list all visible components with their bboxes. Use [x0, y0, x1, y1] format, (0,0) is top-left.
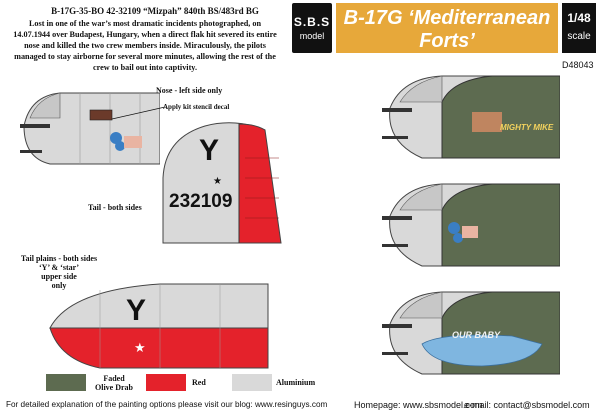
nose-left-profile: [20, 88, 160, 168]
product-code: D48043: [562, 60, 594, 70]
apply-kit-label: Apply kit stencil decal: [163, 103, 230, 111]
tail-fin: [155, 118, 285, 248]
stabilizer-star: ★: [134, 340, 146, 355]
scale-value: 1/48: [567, 11, 591, 25]
logo-line-2: model: [299, 31, 325, 41]
nose-art-bottom-text: OUR BABY: [452, 330, 501, 340]
legend-label-aluminium: Aluminium: [276, 378, 316, 387]
legend-swatch-olive-drab: [46, 374, 86, 391]
tail-star: ★: [213, 176, 222, 187]
scale-word: scale: [567, 31, 591, 42]
page-subtitle: US 15th Air Force in Italy: [386, 54, 508, 66]
scale-box: [562, 3, 596, 53]
stabilizer-letter: Y: [126, 294, 147, 327]
nose-profile-mighty-mike: [382, 72, 560, 164]
tail-letter: Y: [199, 134, 220, 167]
horizontal-stabilizer: [40, 280, 270, 370]
footer-blog-note: For detailed explanation of the painting options please visit our blog: www.resinguys.com: [6, 400, 328, 409]
footer-email: e-mail: contact@sbsmodel.com: [464, 400, 590, 410]
tail-plains-line-2: ‘Y’ & ‘star’: [39, 263, 79, 272]
nose-left-label: Nose - left side only: [156, 86, 223, 95]
nose-profile-our-baby: [382, 288, 560, 380]
legend-label-red: Red: [192, 378, 206, 387]
nose-art-top-text: MIGHTY MIKE: [500, 123, 554, 132]
legend-olive-line-2: Olive Drab: [95, 383, 133, 392]
nose-profile-plain: [382, 180, 560, 272]
tail-plains-label: [4, 254, 114, 290]
logo-line-1: S.B.S: [293, 15, 331, 29]
tail-plains-line-3: upper side: [41, 272, 77, 281]
legend-swatch-red: [146, 374, 186, 391]
legend-olive-line-1: Faded: [103, 374, 125, 383]
aircraft-headline: B-17G-35-BO 42-32109 “Mizpah” 840th BS/483rd BG: [51, 6, 259, 16]
legend-label-olive-drab: [86, 374, 142, 392]
serial-number: 232109: [169, 191, 233, 212]
tail-plains-line-1: Tail plains - both sides: [20, 254, 98, 263]
footer-homepage: Homepage: www.sbsmodel.com: [354, 400, 483, 410]
tail-both-label: Tail - both sides: [88, 203, 142, 212]
title-banner: [336, 3, 558, 66]
tail-plains-line-4: only: [51, 281, 67, 290]
legend-swatch-aluminium: [232, 374, 272, 391]
aircraft-description: Lost in one of the war’s most dramatic incidents photographed, on 14.07.1944 over Budapest, Hungary, when a direct flak hit severed its entire nose and killed the two crew members inside. Miraculously, the pilots managed to stay airborne for several more minutes, allowing the rest of the crew to bail out into captivity.: [13, 19, 277, 72]
sbs-model-logo: [292, 3, 332, 53]
page-title: B-17G ‘Mediterranean Forts’: [343, 7, 551, 52]
